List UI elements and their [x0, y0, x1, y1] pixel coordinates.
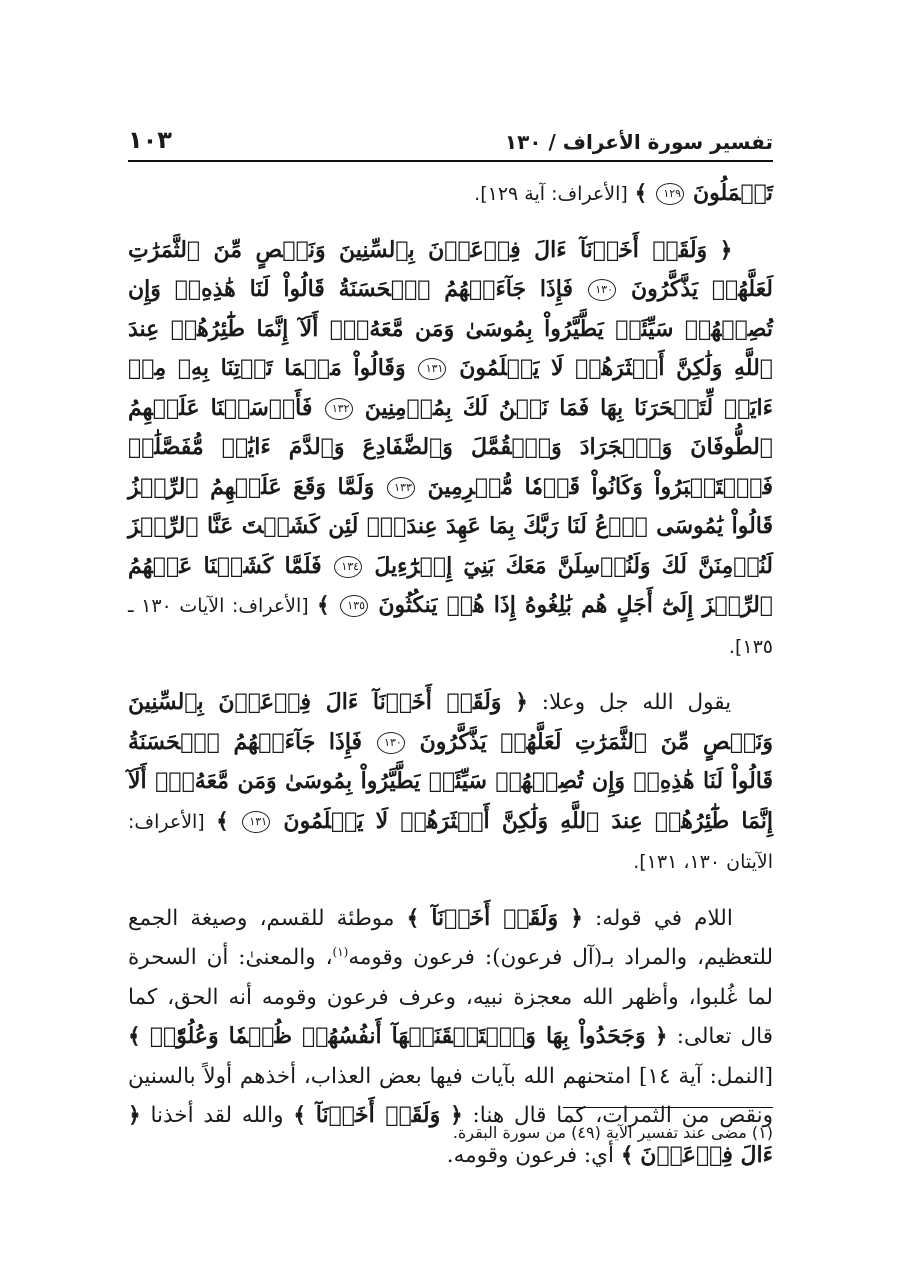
- ayah-number-marker: ١٣١: [242, 811, 270, 833]
- body-text: أي: فرعون وقومه.: [446, 1142, 614, 1168]
- verse-reference: [الأعراف: الآيتان ١٣٠، ١٣١].: [128, 810, 773, 873]
- open-bracket: ﴿: [450, 1103, 463, 1128]
- verse-text: وَقَالُواْ مَهۡمَا تَأۡتِنَا بِهِۦ مِنۡ ءَايَةٖ لِّتَسۡحَرَنَا بِهَا فَمَا نَحۡنُ لَكَ بِمُؤۡمِنِينَ: [128, 355, 774, 421]
- ayah-number-marker: ١٣٤: [334, 556, 362, 578]
- page-number: ١٠٣: [128, 126, 172, 154]
- verse-text: تَعۡمَلُونَ: [692, 180, 773, 206]
- body-text: اللام في قوله:: [594, 905, 733, 931]
- open-bracket: ﴿: [128, 1103, 141, 1128]
- close-bracket: ﴾: [634, 181, 648, 206]
- intro-text: يقول الله جل وعلا:: [541, 690, 732, 715]
- page-body: [128, 174, 773, 1191]
- close-bracket: ﴾: [620, 1142, 634, 1168]
- body-text: موطئة للقسم، وصيغة الجمع للتعظيم، والمراد بـ(آل فرعون): فرعون وقومه: [128, 905, 773, 970]
- body-text: والله لقد أخذنا: [150, 1103, 284, 1128]
- verse-text: فَإِذَا جَآءَتۡهُمُ ٱلۡحَسَنَةُ قَالُواْ لَنَا هَٰذِهِۦۖ وَإِن تُصِبۡهُمۡ سَيِّئَةٞ يَطَّيَّرُواْ بِمُوسَىٰ وَمَن مَّعَهُۥٓۗ أَلَآ إِنَّمَا طَٰٓئِرُهُمۡ عِندَ ٱللَّهِ وَلَٰكِنَّ أَكۡثَرَهُمۡ لَا يَعۡلَمُونَ: [128, 728, 774, 834]
- quoted-verse: وَجَحَدُواْ بِهَا وَٱسۡتَيۡقَنَتۡهَآ أَنفُسُهُمۡ ظُلۡمٗا وَعُلُوّٗاۚ: [149, 1023, 646, 1049]
- ayah-number-marker: ١٣٣: [387, 477, 415, 499]
- verse-text: وَلَقَدۡ أَخَذۡنَآ ءَالَ فِرۡعَوۡنَ بِٱلسِّنِينَ وَنَقۡصٍ مِّنَ ٱلثَّمَرَٰتِ لَعَلَّهُمۡ يَذَّكَّرُونَ: [128, 689, 773, 755]
- verses-130-135: [128, 231, 773, 668]
- footnote-text: مضى عند تفسير الآية (٤٩) من سورة البقرة.: [452, 1123, 747, 1142]
- quoted-verse: ءَالَ فِرۡعَوۡنَ: [640, 1141, 773, 1168]
- verse-reference: [الأعراف: الآيات ١٣٠ ـ ١٣٥].: [128, 595, 773, 658]
- close-bracket: ﴾: [293, 1103, 306, 1128]
- ayah-number-marker: ١٣٥: [340, 595, 368, 617]
- ayah-number-marker: ١٣٠: [588, 279, 616, 301]
- ayah-number-marker: ١٣١: [418, 358, 446, 380]
- verse-129-end: [128, 174, 773, 215]
- close-bracket: ﴾: [406, 905, 420, 931]
- running-title: تفسير سورة الأعراف / ١٣٠: [504, 130, 773, 154]
- verse-text: فَلَمَّا كَشَفۡنَا عَنۡهُمُ ٱلرِّجۡزَ إِلَىٰٓ أَجَلٍ هُم بَٰلِغُوهُ إِذَا هُمۡ يَنكُثُونَ: [128, 552, 773, 618]
- footnote: [128, 1120, 773, 1146]
- footnote-marker[interactable]: (١): [332, 944, 349, 959]
- open-bracket: ﴿: [654, 1024, 668, 1049]
- verse-text: فَإِذَا جَآءَتۡهُمُ ٱلۡحَسَنَةُ قَالُواْ لَنَا هَٰذِهِۦۖ وَإِن تُصِبۡهُمۡ سَيِّئَةٞ يَطَّيَّرُواْ بِمُوسَىٰ وَمَن مَّعَهُۥٓۗ أَلَآ إِنَّمَا طَٰٓئِرُهُمۡ عِندَ ٱللَّهِ وَلَٰكِنَّ أَكۡثَرَهُمۡ لَا يَعۡلَمُونَ: [128, 276, 774, 381]
- close-bracket: ﴾: [128, 1024, 141, 1049]
- book-page: [128, 98, 773, 1178]
- page-header: [128, 110, 773, 162]
- quoted-verse: وَلَقَدۡ أَخَذۡنَآ: [431, 904, 559, 931]
- quoted-verse: وَلَقَدۡ أَخَذۡنَآ: [315, 1102, 441, 1128]
- ayah-number-marker: ١٣٢: [325, 398, 353, 420]
- footnote-number: (١): [751, 1123, 773, 1142]
- verse-text: فَأَرۡسَلۡنَا عَلَيۡهِمُ ٱلطُّوفَانَ وَٱلۡجَرَادَ وَٱلۡقُمَّلَ وَٱلضَّفَادِعَ وَٱلدَّمَ ءَايَٰتٖ مُّفَصَّلَٰتٖ فَٱسۡتَكۡبَرُواْ وَكَانُواْ قَوۡمٗا مُّجۡرِمِينَ: [128, 394, 774, 500]
- verse-text: وَلَمَّا وَقَعَ عَلَيۡهِمُ ٱلرِّجۡزُ قَالُواْ يَٰمُوسَى ٱدۡعُ لَنَا رَبَّكَ بِمَا عَهِدَ عِندَكَۖ لَئِن كَشَفۡتَ عَنَّا ٱلرِّجۡزَ لَنُؤۡمِنَنَّ لَكَ وَلَنُرۡسِلَنَّ مَعَكَ بَنِيٓ إِسۡرَٰٓءِيلَ: [128, 473, 773, 579]
- close-bracket: ﴾: [317, 593, 330, 618]
- verse-reference: [الأعراف: آية ١٢٩].: [474, 183, 628, 205]
- body-text: ، والمعنىٰ: أن السحرة لما غُلبوا، وأظهر الله معجزة نبيه، وعرف فرعون وقومه أنه الحق، كما قال تعالى:: [128, 945, 773, 1049]
- open-bracket: ﴿: [719, 237, 733, 263]
- close-bracket: ﴾: [216, 808, 229, 834]
- body-text: [النمل: آية ١٤] امتحنهم الله بآيات فيها بعض العذاب، أخذهم أولاً بالسنين ونقص من الثمرات، كما قال هنا:: [128, 1063, 773, 1128]
- ayah-number-marker: ١٢٩: [656, 183, 684, 205]
- verse-text: وَلَقَدۡ أَخَذۡنَآ ءَالَ فِرۡعَوۡنَ بِٱلسِّنِينَ وَنَقۡصٍ مِّنَ ٱلثَّمَرَٰتِ لَعَلَّهُمۡ يَذَّكَّرُونَ: [128, 236, 774, 302]
- commentary-quote: [128, 683, 773, 883]
- open-bracket: ﴿: [515, 690, 528, 715]
- footnote-divider: [563, 1107, 773, 1108]
- ayah-number-marker: ١٣٠: [377, 732, 405, 754]
- open-bracket: ﴿: [570, 905, 583, 931]
